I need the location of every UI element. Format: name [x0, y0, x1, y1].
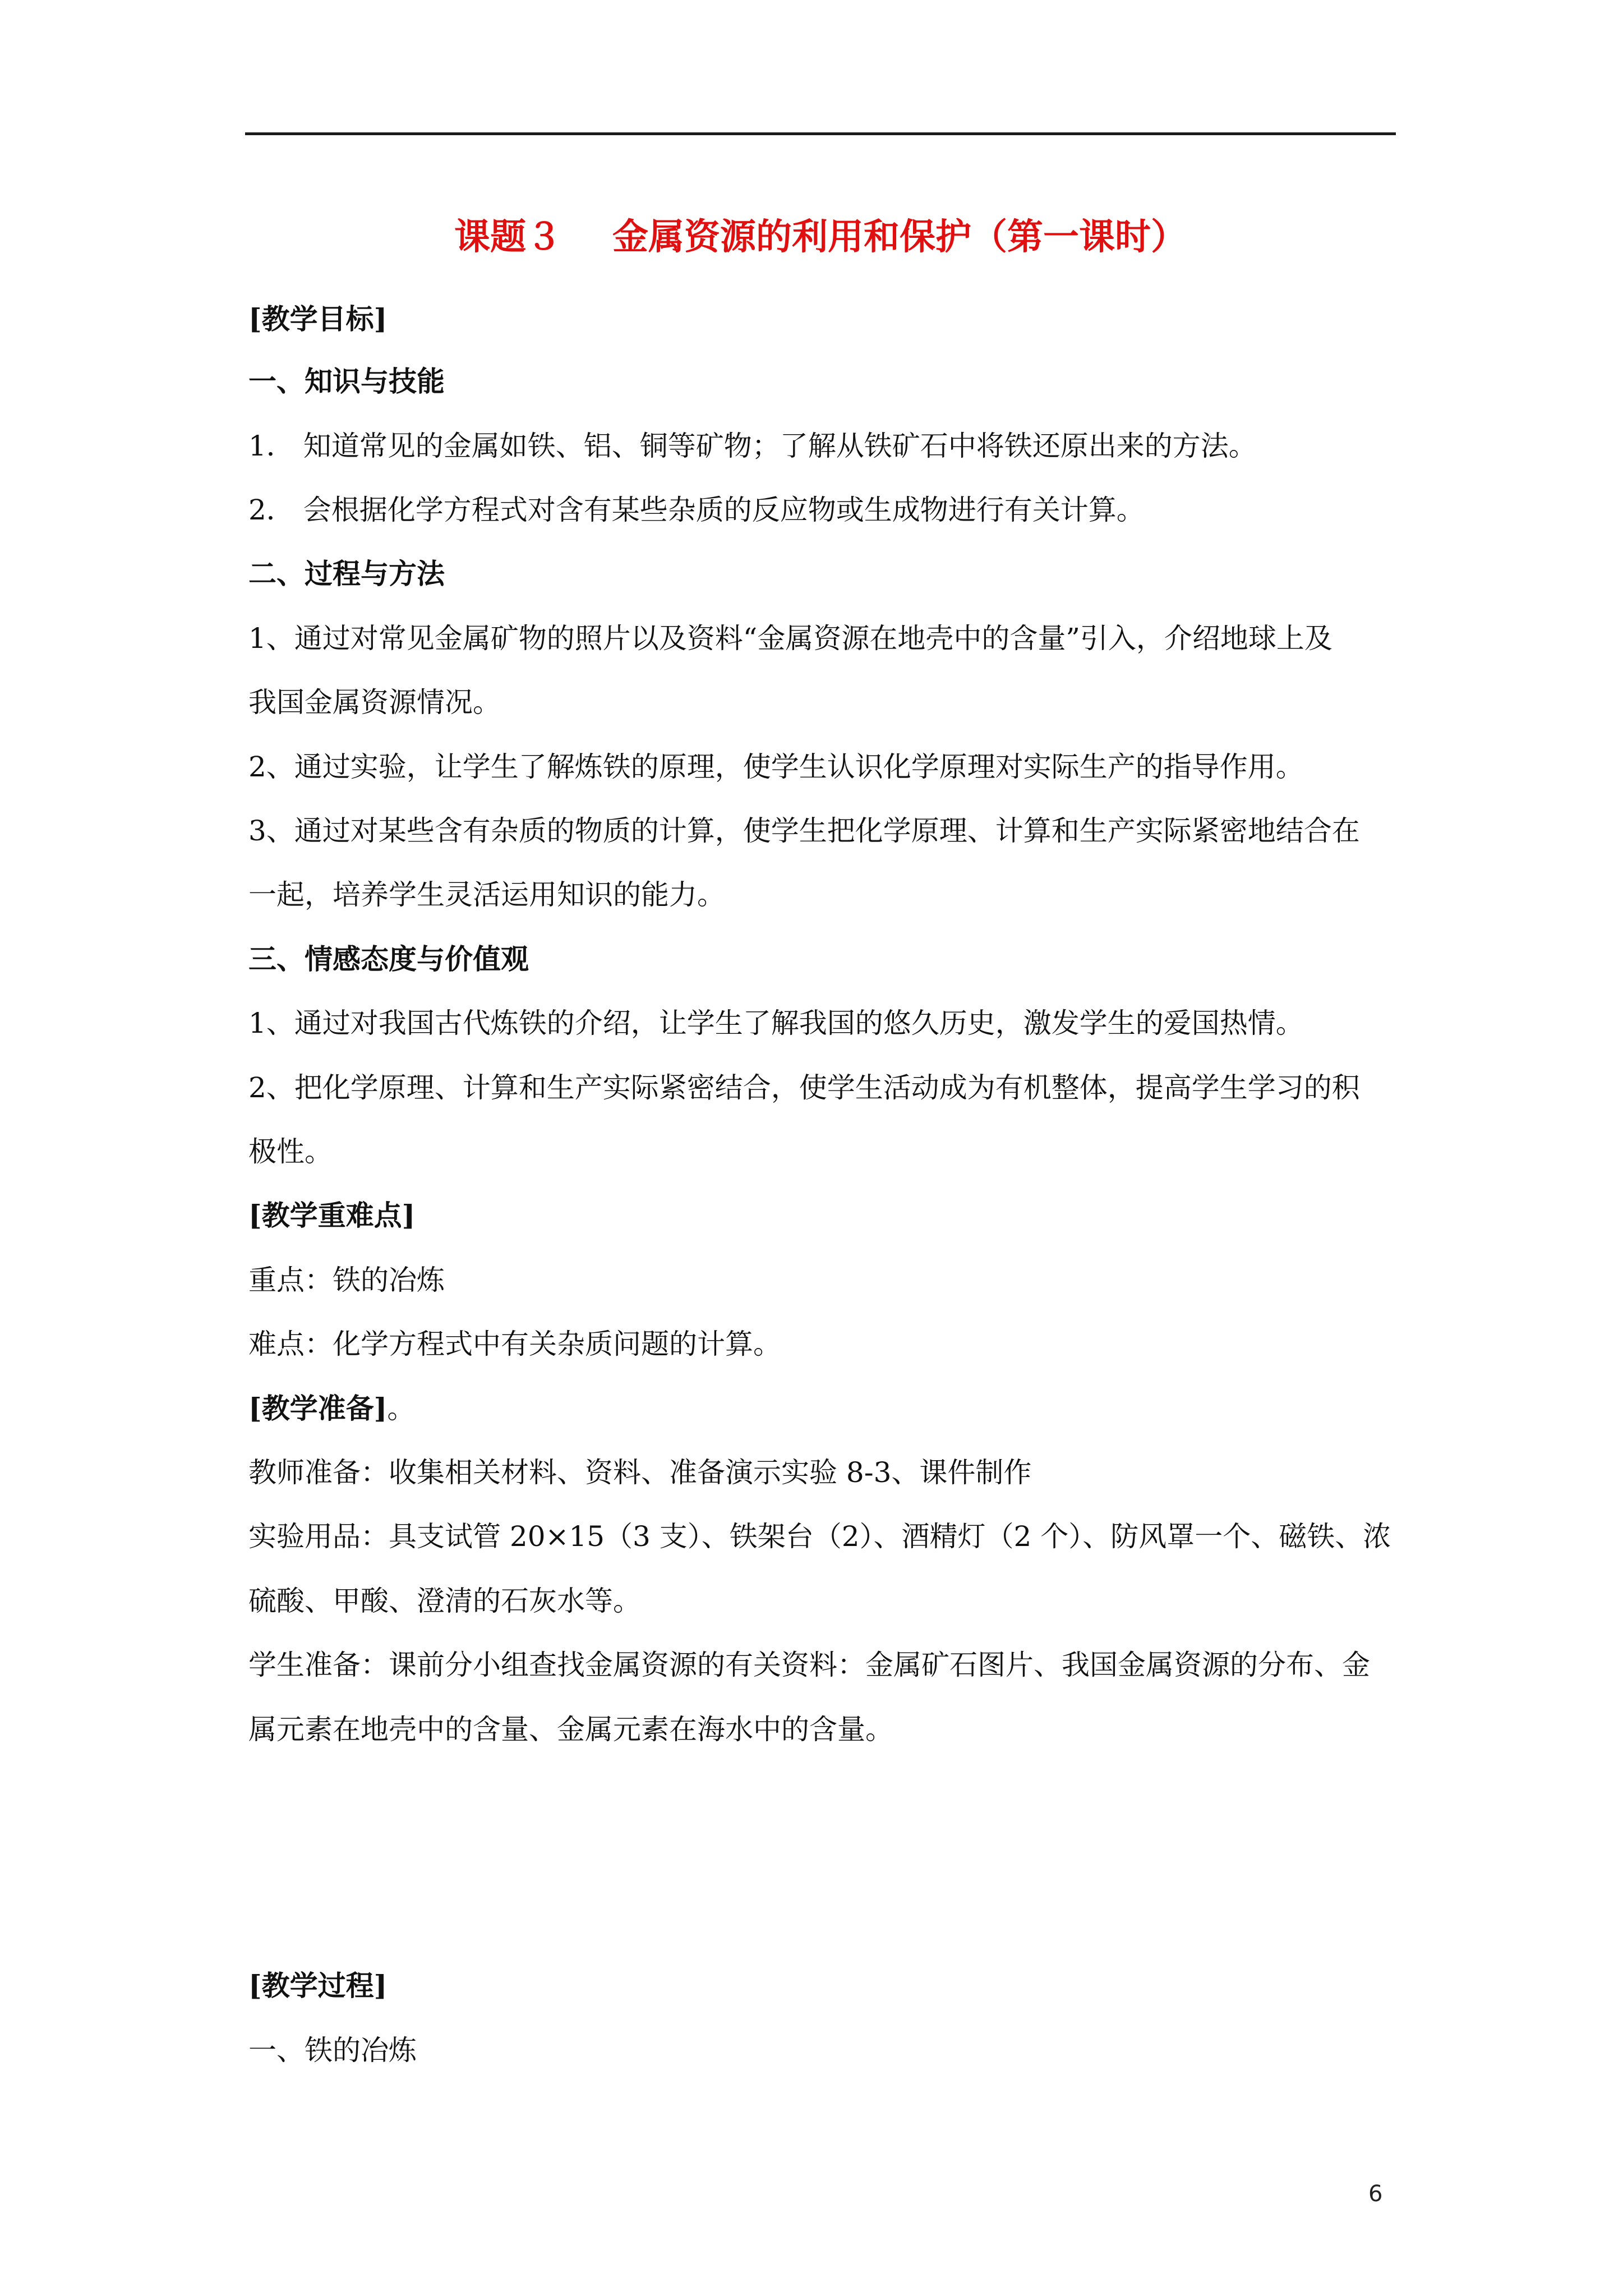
knowledge-item-1: 1． 知道常见的金属如铁、铝、铜等矿物；了解从铁矿石中将铁还原出来的方法。: [248, 430, 1257, 462]
supplies-line-2: 硫酸、甲酸、澄清的石灰水等。: [248, 1585, 641, 1617]
document-title: [245, 212, 1396, 263]
values-heading: 三、情感态度与价值观: [248, 942, 529, 976]
process-item-1-line-2: 我国金属资源情况。: [248, 686, 501, 719]
keypoint-text: 重点：铁的冶炼: [248, 1264, 445, 1296]
header-rule: [245, 132, 1396, 135]
process-item-3-line-1: 3、通过对某些含有杂质的物质的计算，使学生把化学原理、计算和生产实际紧密地结合在: [248, 815, 1360, 847]
process-item-1-line-1: 1、通过对常见金属矿物的照片以及资料“金属资源在地壳中的含量”引入，介绍地球上及: [248, 622, 1332, 655]
process-item-3-line-2: 一起，培养学生灵活运用知识的能力。: [248, 878, 725, 911]
student-prep-line-1: 学生准备：课前分小组查找金属资源的有关资料：金属矿石图片、我国金属资源的分布、金: [248, 1649, 1370, 1681]
process-heading: 二、过程与方法: [248, 557, 445, 590]
supplies-line-1: 实验用品：具支试管 20×15（3 支）、铁架台（2）、酒精灯（2 个）、防风罩一个、磁铁、浓: [248, 1520, 1391, 1553]
knowledge-item-2: 2． 会根据化学方程式对含有某些杂质的反应物或生成物进行有关计算。: [248, 494, 1145, 526]
prep-heading: [248, 1389, 1398, 1428]
iron-smelting-heading: 一、铁的冶炼: [248, 2034, 417, 2067]
keypoints-heading: [教学重难点]: [248, 1199, 416, 1232]
knowledge-heading: 一、知识与技能: [248, 365, 445, 398]
prep-heading-label: [教学准备]: [248, 1392, 388, 1425]
teacher-prep: 教师准备：收集相关材料、资料、准备演示实验 8-3、课件制作: [248, 1456, 1032, 1489]
objectives-heading: [教学目标]: [248, 302, 388, 335]
teaching-process-heading: [教学过程]: [248, 1969, 388, 2002]
values-item-1: 1、通过对我国古代炼铁的介绍，让学生了解我国的悠久历史，激发学生的爱国热情。: [248, 1007, 1304, 1039]
student-prep-line-2: 属元素在地壳中的含量、金属元素在海水中的含量。: [248, 1713, 893, 1746]
title-label: 课题３: [454, 216, 562, 258]
title-text: 金属资源的利用和保护（第一课时）: [612, 216, 1187, 258]
difficulty-text: 难点：化学方程式中有关杂质问题的计算。: [248, 1328, 781, 1360]
values-item-2-line-2: 极性。: [248, 1135, 333, 1168]
page-number: 6: [1368, 2181, 1383, 2207]
process-item-2: 2、通过实验，让学生了解炼铁的原理，使学生认识化学原理对实际生产的指导作用。: [248, 751, 1304, 783]
values-item-2-line-1: 2、把化学原理、计算和生产实际紧密结合，使学生活动成为有机整体，提高学生学习的积: [248, 1071, 1360, 1104]
prep-heading-tail: 。: [387, 1392, 416, 1425]
